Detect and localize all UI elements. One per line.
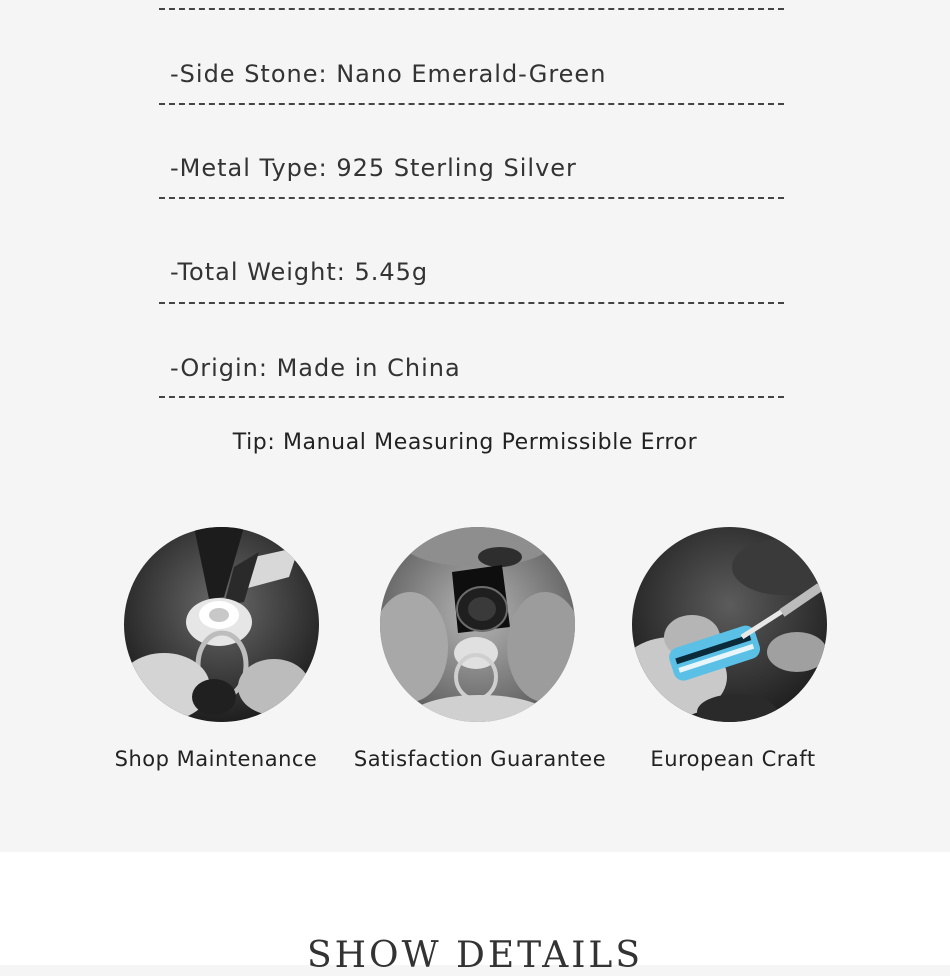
- section-heading: SHOW DETAILS: [307, 935, 643, 976]
- loupe-inspection-photo: [380, 527, 575, 722]
- feature-caption-satisfaction-guarantee: Satisfaction Guarantee: [353, 747, 607, 771]
- divider: [159, 103, 784, 105]
- feature-caption-shop-maintenance: Shop Maintenance: [114, 747, 318, 771]
- spec-origin: -Origin: Made in China: [170, 354, 461, 382]
- spec-total-weight: -Total Weight: 5.45g: [170, 258, 429, 286]
- spec-metal-type: -Metal Type: 925 Sterling Silver: [170, 154, 577, 182]
- spec-side-stone: -Side Stone: Nano Emerald-Green: [170, 60, 607, 88]
- measuring-tip: Tip: Manual Measuring Permissible Error: [232, 430, 698, 455]
- details-section: [0, 852, 950, 976]
- divider: [159, 396, 784, 398]
- divider: [159, 302, 784, 304]
- divider: [159, 8, 784, 10]
- ring-tweezers-photo: [124, 527, 319, 722]
- feature-caption-european-craft: European Craft: [650, 747, 816, 771]
- divider: [159, 197, 784, 199]
- ring-engraving-photo: [632, 527, 827, 722]
